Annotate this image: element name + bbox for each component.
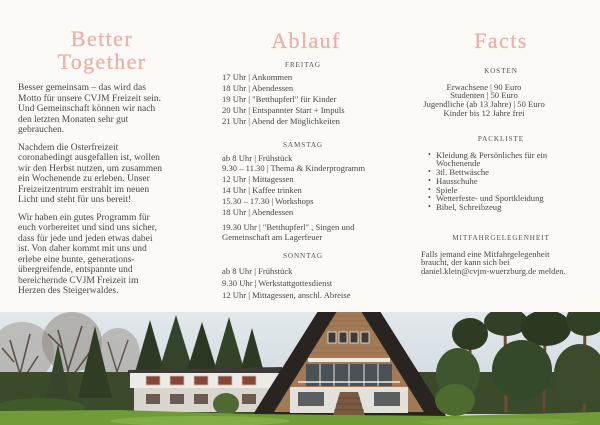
schedule-item: 19 Uhr | "Betthupferl" für Kinder: [222, 93, 337, 104]
cost-line: Studenten | 50 Euro: [450, 90, 518, 101]
text-line: erlebe eine bunte, generations-: [18, 254, 135, 265]
day-heading-sunday: SONNTAG: [282, 252, 324, 260]
text-line: Falls jemand eine Mitfahrgelegenheit: [421, 248, 550, 259]
window: [146, 376, 160, 385]
text-line: gebrauchen.: [18, 125, 65, 135]
schedule-item: ab 8 Uhr | Frühstück: [222, 152, 293, 163]
costs-heading: KOSTEN: [484, 67, 518, 75]
packing-item: • Kleidung & Persönliches für ein: [436, 151, 547, 160]
schedule-item: 20 Uhr | Entspannter Start + Impuls: [222, 104, 345, 115]
window: [194, 394, 208, 404]
day-heading-friday: FREITAG: [284, 61, 322, 69]
schedule-item: 14 Uhr | Kaffee trinken: [222, 184, 302, 195]
text-line: ist. Von daher kommt mit uns und: [18, 244, 147, 255]
text-line: Nachdem die Osterfreizeit: [18, 142, 119, 153]
text-line: euch vorbereitet und sind uns sicher,: [18, 223, 157, 234]
schedule-item-line: Gemeinschaft am Lagerfeuer: [222, 232, 323, 243]
facts-title: Facts: [474, 27, 528, 53]
window: [194, 376, 208, 385]
packing-item: • Wetterfeste- und Sportkleidung: [436, 194, 547, 203]
gable-window: [361, 332, 369, 343]
window: [146, 394, 160, 404]
tree-foliage: [492, 340, 552, 400]
packing-item: • Hausschuhe: [436, 177, 547, 186]
text-line: Und Gemeinschaft können wir nach: [18, 104, 156, 114]
schedule-item: 18 Uhr | Abendessen: [222, 206, 294, 217]
schedule-item-multiline: [222, 222, 354, 243]
text-line: bereichernde CVJM Freizeit im: [18, 275, 139, 286]
packing-item: • 3tl. Bettwäsche: [436, 168, 547, 177]
schedule-item: 21 Uhr | Abend der Möglichkeiten: [222, 115, 340, 126]
window: [218, 376, 232, 385]
schedule-item: 18 Uhr | Abendessen: [222, 82, 294, 93]
day-schedule-friday: [222, 72, 345, 127]
schedule-title: Ablauf: [271, 27, 341, 53]
shrub: [435, 384, 475, 416]
intro-title-line: Better: [70, 25, 134, 51]
text-line: coronabedingt ausgefallen ist, wollen: [18, 153, 160, 164]
text-line: daniel.klein@cvjm-wuerzburg.de melden.: [421, 266, 566, 277]
gable-window: [350, 332, 358, 343]
cost-line: Jugendliche (ab 13 Jahre) | 50 Euro: [423, 99, 545, 110]
shrub: [213, 393, 239, 415]
cost-line: Kinder bis 12 Jahre frei: [443, 107, 525, 118]
window: [170, 394, 184, 404]
text-line: Besser gemeinsam – das wird das: [18, 83, 146, 93]
day-schedule-saturday: [222, 153, 365, 218]
costs-list: [404, 83, 564, 118]
schedule-item: 9.30 Uhr | Werkstattgottesdienst: [222, 278, 333, 288]
text-line: Licht und steht für uns bereit!: [18, 195, 132, 206]
intro-paragraph: [18, 213, 157, 297]
gable-window: [328, 332, 336, 343]
schedule-item: 17 Uhr | Ankommen: [222, 71, 293, 82]
text-line: ein Wochenende zu erleben. Unser: [18, 174, 150, 185]
text-line: Wir haben ein gutes Programm für: [18, 212, 150, 223]
carpool-text: [421, 250, 566, 276]
gable-band: [308, 358, 390, 362]
text-line: den letzten Monaten sehr gut: [18, 114, 129, 125]
schedule-item: 12 Uhr | Mittagessen: [222, 174, 294, 185]
packing-item: • Bibel, Schreibzeug: [436, 203, 547, 212]
packing-list-heading: PACKLISTE: [477, 135, 525, 143]
window: [242, 394, 256, 404]
ground-window: [298, 392, 324, 406]
intro-paragraph: [18, 143, 162, 206]
cost-line: Erwachsene | 90 Euro: [446, 81, 522, 92]
schedule-item: 15.30 – 17.30 | Workshops: [222, 195, 314, 206]
text-line: Herzen des Steigerwaldes.: [18, 286, 119, 297]
day-schedule-sunday: [222, 265, 350, 301]
ground-window: [374, 392, 400, 406]
packing-list: [436, 151, 547, 213]
schedule-item: 9.30 – 11.30 | Thema & Kinderprogramm: [222, 163, 366, 174]
schedule-item: ab 8 Uhr | Frühstück: [222, 266, 293, 276]
text-line: dass für jede und jeden etwas dabei: [18, 233, 153, 244]
window: [242, 376, 256, 385]
intro-title-line: Together: [57, 48, 147, 74]
text-line: braucht, der kann sich bei: [421, 257, 510, 268]
tree-crown: [452, 318, 488, 350]
carpool-heading: MITFAHRGELEGENHEIT: [452, 234, 550, 242]
packing-item: • Spiele: [436, 186, 547, 195]
schedule-item-line: 19.30 Uhr | "Betthupferl" , Singen und: [222, 221, 355, 232]
text-line: übergreifende, entspannte und: [18, 265, 133, 276]
intro-paragraph: [18, 83, 161, 136]
text-line: wir den Herbst nutzen, um zusammen: [18, 163, 163, 174]
window: [170, 376, 184, 385]
schedule-item: 12 Uhr | Mittagessen, anschl. Abreise: [222, 290, 351, 300]
text-line: Freizeitzentrum erstrahlt im neuen: [18, 184, 150, 195]
day-heading-saturday: SAMSTAG: [282, 141, 324, 149]
intro-title: [18, 27, 186, 73]
venue-photo: [0, 312, 600, 425]
gable-window: [339, 332, 347, 343]
text-line: Motto für unsere CVJM Freizeit sein.: [18, 93, 162, 104]
packing-item-continuation: Wochenende: [436, 158, 481, 169]
